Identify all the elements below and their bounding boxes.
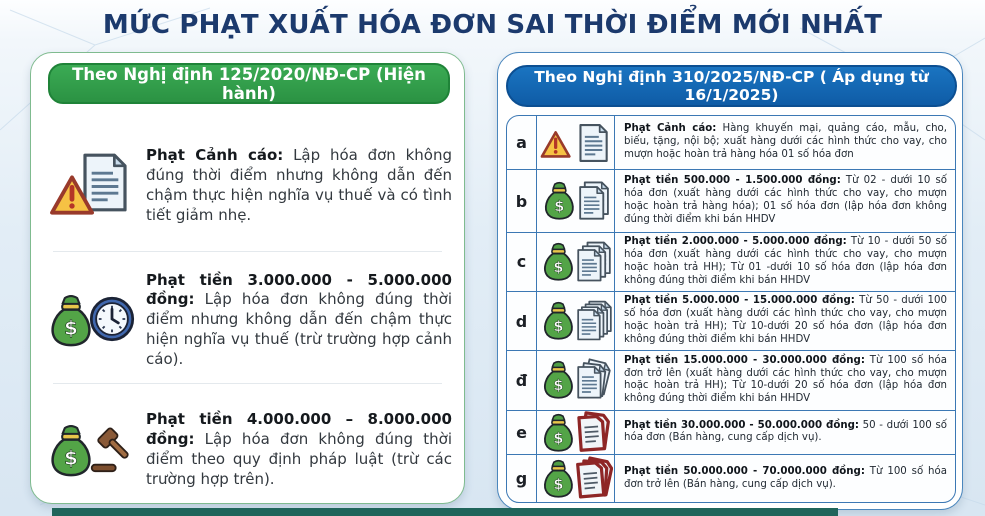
warning-document-icon <box>47 152 137 220</box>
table-row-d <box>507 292 955 351</box>
money-bag-invoice-fan-icon <box>537 351 615 409</box>
table-row-b <box>507 170 955 232</box>
left-panel-header: Theo Nghị định 125/2020/NĐ-CP (Hiện hành) <box>48 63 450 104</box>
table-row-c <box>507 233 955 292</box>
bottom-accent-bar <box>52 508 838 516</box>
row-text: Phạt tiền 50.000.000 - 70.000.000 đồng: Từ 100 số hóa đơn trở lên (Bán hàng, cung cấp dịch vụ). <box>624 465 947 490</box>
penalty-item-text: Phạt Cảnh cáo: Lập hóa đơn không đúng thời điểm nhưng không dẫn đến chậm thực hiện nghĩa vụ thuế và có tình tiết giảm nhẹ. <box>146 146 453 224</box>
divider <box>53 251 442 252</box>
penalty-item-text: Phạt tiền 4.000.000 – 8.000.000 đồng: Lập hóa đơn không đúng thời điểm theo quy định pháp luật (trừ các trường hợp trên). <box>146 410 452 488</box>
row-label: đ <box>507 351 537 409</box>
table-row-e <box>507 411 955 456</box>
left-panel <box>30 52 465 504</box>
penalty-item-fine-3-5m <box>47 259 452 381</box>
row-text: Phạt tiền 15.000.000 - 30.000.000 đồng: Từ 100 số hóa đơn trở lên (xuất hàng dưới các hình thức cho vay, cho mượn hoặc hoàn trả HH); Từ 10-dưới 20 số hóa đơn (lập hóa đơn không đúng thời điểm khi bán HHDV <box>624 354 947 405</box>
right-panel-header: Theo Nghị định 310/2025/NĐ-CP ( Áp dụng từ 16/1/2025) <box>506 65 957 107</box>
penalty-item-warning <box>47 125 452 247</box>
row-label: e <box>507 411 537 455</box>
row-label: g <box>507 455 537 502</box>
row-text: Phạt tiền 500.000 - 1.500.000 đồng: Từ 02 - dưới 10 số hóa đơn (xuất hàng dưới các hình thức cho vay, cho mượn hoặc hoàn trả hàng hóa); 01 số hóa đơn (lập hóa đơn không đúng thời điểm khi bán HHDV <box>624 175 947 225</box>
penalty-item-text: Phạt tiền 3.000.000 - 5.000.000 đồng: Lập hóa đơn không đúng thời điểm nhưng không dẫn đến chậm thực hiện nghĩa vụ thuế (trừ trường hợp cảnh cáo). <box>146 270 452 368</box>
table-row-a <box>507 116 955 170</box>
money-bag-invoice-stack-2-icon <box>537 170 615 231</box>
row-text: Phạt Cảnh cáo: Hàng khuyến mại, quảng cáo, mẫu, cho, biếu, tặng, nội bộ; xuất hàng dưới các hình thức cho vay, cho mượn hoặc hoàn trả hàng hóa 01 số hóa đơn <box>624 123 948 161</box>
row-text: Phạt tiền 30.000.000 - 50.000.000 đồng: 50 - dưới 100 số hóa đơn (Bán hàng, cung cấp dịch vụ). <box>624 419 947 444</box>
row-label: c <box>507 233 537 291</box>
row-label: b <box>507 170 537 231</box>
divider <box>53 383 442 384</box>
row-label: a <box>507 116 537 169</box>
money-bag-red-invoice-2-icon <box>537 411 615 455</box>
right-panel <box>497 52 963 510</box>
money-bag-clock-icon <box>47 291 137 349</box>
warning-invoice-icon <box>537 116 615 169</box>
row-text: Phạt tiền 5.000.000 - 15.000.000 đồng: Từ 50 - dưới 100 số hóa đơn (xuất hàng dưới các hình thức cho vay, cho mượn hoặc hoàn trả HH); Từ 10-dưới 20 số hóa đơn (lập hóa đơn không đúng thời điểm khi bán HHDV <box>624 295 947 345</box>
money-bag-invoice-stack-3-icon <box>537 233 615 291</box>
penalty-table <box>506 115 956 503</box>
table-row-dd <box>507 351 955 410</box>
money-bag-gavel-icon <box>47 421 137 479</box>
page-title: MỨC PHẠT XUẤT HÓA ĐƠN SAI THỜI ĐIỂM MỚI NHẤT <box>102 10 883 40</box>
money-bag-invoice-stack-4-icon <box>537 292 615 350</box>
row-text: Phạt tiền 2.000.000 - 5.000.000 đồng: Từ 10 - dưới 50 số hóa đơn (xuất hàng dưới các hình thức cho vay, cho mượn hoặc hoàn trả HH); Từ 01 -dưới 10 số hóa đơn (lập hóa đơn không đúng thời điểm khi bán HHDV <box>624 236 947 286</box>
penalty-item-fine-4-8m <box>47 389 452 511</box>
money-bag-red-invoice-3-icon <box>537 455 615 502</box>
row-label: d <box>507 292 537 350</box>
table-row-g <box>507 455 955 502</box>
